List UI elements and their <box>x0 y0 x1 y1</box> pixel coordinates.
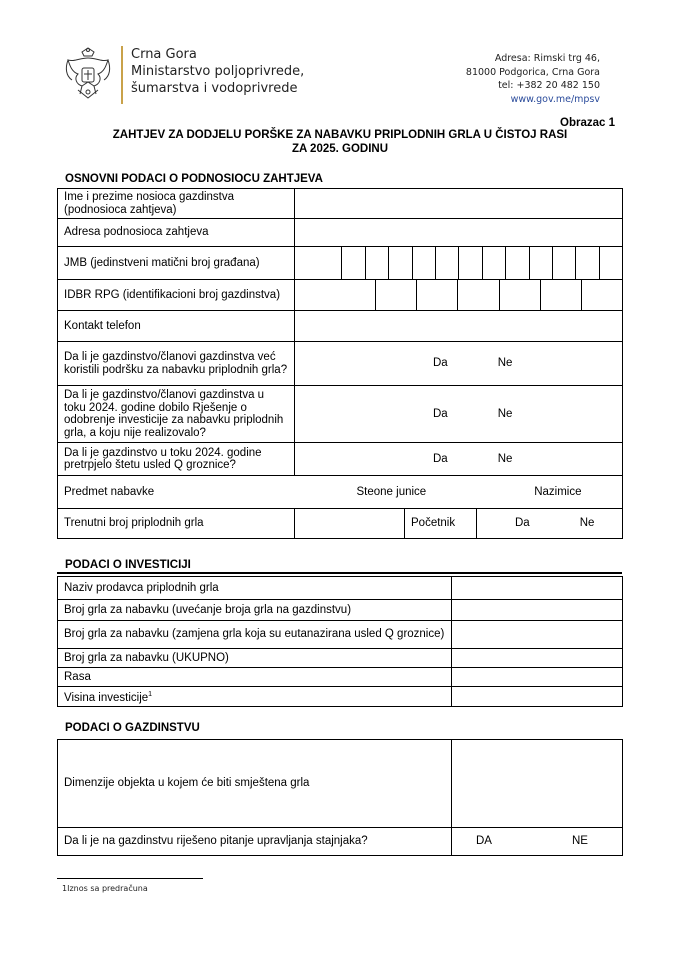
table-row <box>58 476 623 509</box>
country-name: Crna Gora <box>131 47 197 62</box>
investment-amount-text: Visina investicije <box>64 691 149 704</box>
table-row <box>58 386 623 443</box>
jmb-digit-box[interactable] <box>505 247 528 279</box>
address-line-1: Adresa: Rimski trg 46, <box>494 53 600 64</box>
label-manure-management: Da li je na gazdinstvu riješeno pitanje upravljanja stajnjaka? <box>58 828 452 856</box>
form-title-line-1: ZAHTJEV ZA DODJELU PORŠKE ZA NABAVKU PRIPLODNIH GRLA U ČISTOJ RASI <box>112 129 568 141</box>
table-row <box>58 600 623 621</box>
table-row <box>58 668 623 687</box>
label-question-prior-support: Da li je gazdinstvo/članovi gazdinstva već koristili podršku za nabavku priplodnih grla? <box>58 342 295 386</box>
table-row <box>58 649 623 668</box>
label-question-2024-decision: Da li je gazdinstvo/članovi gazdinstva u toku 2024. godine dobilo Rješenje o odobrenje investicije za nabavku priplodnih grla, a koju nije realizovalo? <box>58 386 295 443</box>
label-jmb: JMB (jedinstveni matični broj građana) <box>58 247 295 280</box>
applicant-table <box>57 188 623 539</box>
count-total-field[interactable] <box>452 649 623 668</box>
current-count-field[interactable] <box>295 509 405 539</box>
jmb-digit-box[interactable] <box>388 247 411 279</box>
jmb-digit-box[interactable] <box>599 247 622 279</box>
table-row <box>58 740 623 828</box>
label-beginner: Početnik <box>405 509 477 539</box>
footnote-mark: 1 <box>148 690 153 698</box>
label-applicant-name: Ime i prezime nosioca gazdinstva (podnosioca zahtjeva) <box>58 189 295 219</box>
count-replacement-field[interactable] <box>452 621 623 649</box>
label-idbr: IDBR RPG (identifikacioni broj gazdinstva) <box>58 280 295 311</box>
option-yes[interactable]: Da <box>433 357 448 370</box>
website-link[interactable]: www.gov.me/mpsv <box>510 93 600 105</box>
jmb-digit-box[interactable] <box>365 247 388 279</box>
section-investment-heading: PODACI O INVESTICIJI <box>65 559 191 571</box>
option-yes[interactable]: Da <box>433 452 448 465</box>
jmb-digit-box[interactable] <box>435 247 458 279</box>
table-row <box>58 219 623 247</box>
jmb-digit-box[interactable] <box>575 247 598 279</box>
label-investment-amount <box>58 687 452 707</box>
form-title <box>60 128 620 156</box>
investment-amount-field[interactable] <box>452 687 623 707</box>
address-line-2: 81000 Podgorica, Crna Gora <box>465 66 600 78</box>
table-row <box>58 687 623 707</box>
seller-name-field[interactable] <box>452 577 623 600</box>
ministry-line-1: Ministarstvo poljoprivrede, <box>131 64 305 79</box>
answer-q-fever[interactable] <box>295 443 623 476</box>
table-row <box>58 621 623 649</box>
jmb-digit-box[interactable] <box>482 247 505 279</box>
option-heifers[interactable]: Steone junice <box>356 485 427 498</box>
label-building-dimensions: Dimenzije objekta u kojem će biti smještena grla <box>58 740 452 828</box>
table-row <box>58 280 623 311</box>
contact-phone-field[interactable] <box>295 311 623 342</box>
idbr-digit-box[interactable] <box>499 280 540 310</box>
ministry-name <box>131 46 304 97</box>
option-yes[interactable]: DA <box>476 835 492 848</box>
option-no[interactable]: NE <box>571 835 588 848</box>
applicant-name-field[interactable] <box>295 189 623 219</box>
contact-block <box>466 52 600 106</box>
footnote-rule <box>57 878 203 879</box>
jmb-digit-box[interactable] <box>458 247 481 279</box>
table-row <box>58 342 623 386</box>
form-code: Obrazac 1 <box>560 117 615 129</box>
idbr-digit-box[interactable] <box>375 280 416 310</box>
form-title-line-2: ZA 2025. GODINU <box>291 143 389 155</box>
jmb-digit-field[interactable] <box>295 247 623 280</box>
table-row <box>58 577 623 600</box>
investment-table <box>57 576 623 707</box>
option-no[interactable]: Ne <box>579 517 595 530</box>
jmb-digit-box[interactable] <box>319 247 341 279</box>
label-subject: Predmet nabavke <box>58 476 295 509</box>
idbr-digit-box[interactable] <box>335 280 375 310</box>
label-current-count: Trenutni broj priplodnih grla <box>58 509 295 539</box>
label-contact-phone: Kontakt telefon <box>58 311 295 342</box>
idbr-digit-field[interactable] <box>295 280 623 311</box>
idbr-digit-box[interactable] <box>581 280 622 310</box>
table-row <box>58 443 623 476</box>
farm-table <box>57 739 623 856</box>
ministry-line-2: šumarstva i vodoprivrede <box>131 81 298 96</box>
label-seller-name: Naziv prodavca priplodnih grla <box>58 577 452 600</box>
label-applicant-address: Adresa podnosioca zahtjeva <box>58 219 295 247</box>
count-increase-field[interactable] <box>452 600 623 621</box>
jmb-digit-box[interactable] <box>341 247 364 279</box>
breed-field[interactable] <box>452 668 623 687</box>
coat-of-arms-icon <box>62 46 114 104</box>
table-row <box>58 189 623 219</box>
footnote: 1Iznos sa predračuna <box>62 884 148 893</box>
option-no[interactable]: Ne <box>497 357 513 370</box>
answer-2024-decision[interactable] <box>295 386 623 443</box>
idbr-digit-box[interactable] <box>540 280 581 310</box>
jmb-digit-box[interactable] <box>529 247 552 279</box>
phone-number: tel: +382 20 482 150 <box>498 80 600 91</box>
table-row <box>58 509 623 539</box>
label-question-q-fever: Da li je gazdinstvo u toku 2024. godine pretrpjelo štetu usled Q groznice? <box>58 443 295 476</box>
idbr-digit-box[interactable] <box>416 280 457 310</box>
header-divider <box>121 46 123 104</box>
section-applicant-heading: OSNOVNI PODACI O PODNOSIOCU ZAHTJEVA <box>65 173 323 185</box>
label-breed: Rasa <box>58 668 452 687</box>
subject-options[interactable] <box>295 476 623 509</box>
option-no[interactable]: Ne <box>497 407 513 420</box>
idbr-digit-box[interactable] <box>457 280 498 310</box>
option-no[interactable]: Ne <box>497 452 513 465</box>
table-row <box>58 311 623 342</box>
label-count-replacement: Broj grla za nabavku (zamjena grla koja su eutanazirana usled Q groznice) <box>58 621 452 649</box>
table-row <box>58 247 623 280</box>
jmb-digit-box[interactable] <box>552 247 575 279</box>
applicant-address-field[interactable] <box>295 219 623 247</box>
option-gilts[interactable]: Nazimice <box>534 485 582 498</box>
answer-manure-management[interactable] <box>452 828 623 856</box>
table-row <box>58 828 623 856</box>
building-dimensions-field[interactable] <box>452 740 623 828</box>
answer-prior-support[interactable] <box>295 342 623 386</box>
jmb-digit-box[interactable] <box>412 247 435 279</box>
option-yes[interactable]: Da <box>515 517 530 530</box>
section-rule <box>57 572 622 574</box>
answer-beginner[interactable] <box>477 509 623 539</box>
section-farm-heading: PODACI O GAZDINSTVU <box>65 722 200 734</box>
label-count-increase: Broj grla za nabavku (uvećanje broja grla na gazdinstvu) <box>58 600 452 621</box>
option-yes[interactable]: Da <box>433 407 448 420</box>
label-count-total: Broj grla za nabavku (UKUPNO) <box>58 649 452 668</box>
